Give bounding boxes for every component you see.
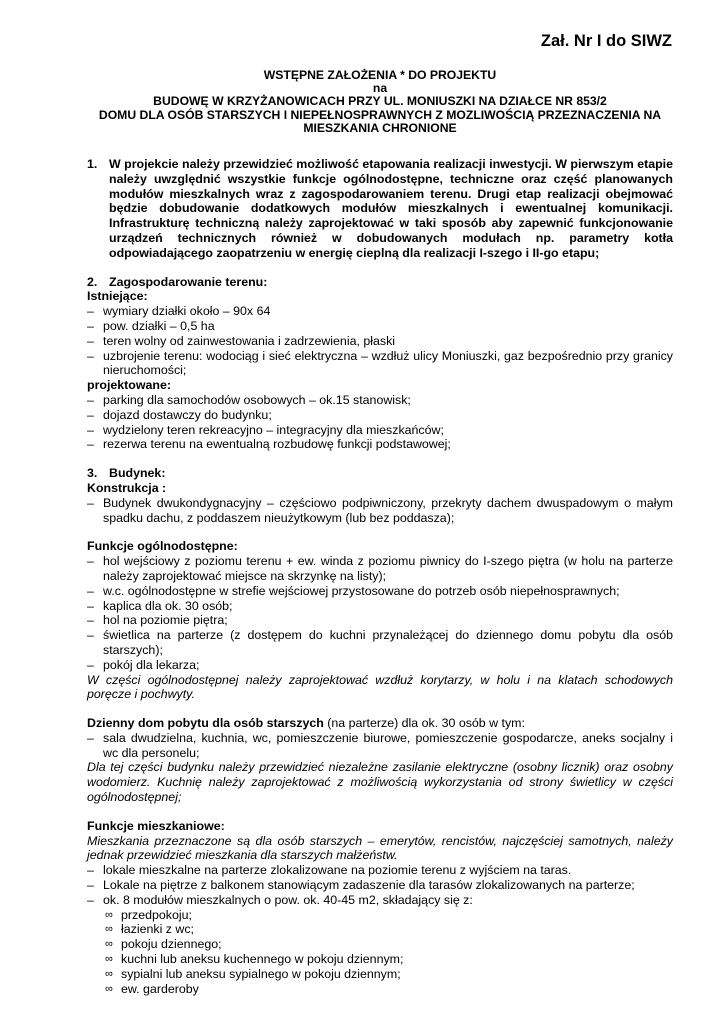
list-item: – rezerwa terenu na ewentualną rozbudowę funkcji podstawowej; — [87, 437, 673, 452]
daycare-heading — [87, 716, 673, 731]
planned-list — [87, 393, 673, 452]
list-item: – hol wejściowy z poziomu terenu + ew. winda z poziomu piwnicy do I-szego piętra (w holu na parterze należy zaprojektować miejsce na skrzynkę na listy); — [87, 554, 673, 584]
list-item: – hol na poziomie piętra; — [87, 613, 673, 628]
list-item: – Lokale na piętrze z balkonem stanowiącym zadaszenie dla tarasów zlokalizowanych na parterze; — [87, 878, 673, 893]
section-3-number: 3. — [87, 466, 98, 481]
list-item: – wydzielony teren rekreacyjno – integracyjny dla mieszkańców; — [87, 423, 673, 438]
daycare-label: Dzienny dom pobytu dla osób starszych — [87, 716, 324, 731]
public-functions-list — [87, 554, 673, 672]
list-item: – teren wolny od zainwestowania i zadrzewienia, płaski — [87, 334, 673, 349]
residential-note: Mieszkania przeznaczone są dla osób starszych – emerytów, rencistów, najczęściej samotnych, należy jednak przewidzieć mieszkania dla starszych małżeństw. — [87, 833, 673, 863]
daycare-list — [87, 731, 673, 761]
daycare-suffix: (na parterze) dla ok. 30 osób w tym: — [323, 716, 525, 731]
list-item: – ok. 8 modułów mieszkalnych o pow. ok. 40-45 m2, składający się z: — [87, 893, 673, 908]
list-item: ∞ sypialni lub aneksu sypialnego w pokoju dziennym; — [105, 967, 673, 982]
planned-label: projektowane: — [87, 378, 171, 393]
list-item: – dojazd dostawczy do budynku; — [87, 408, 673, 423]
header-line-1: WSTĘPNE ZAŁOŻENIA * DO PROJEKTU — [263, 68, 497, 82]
document-header — [87, 69, 673, 135]
section-2-title: Zagospodarowanie terenu: — [109, 274, 268, 289]
list-item: – wymiary działki około – 90x 64 — [87, 304, 673, 319]
list-item: ∞ łazienki z wc; — [105, 922, 673, 937]
public-functions-note: W części ogólnodostępnej należy zaprojektować wzdłuż korytarzy, w holu i na klatach schodowych poręcze i pochwyty. — [87, 672, 673, 702]
header-line-4: DOMU DLA OSÓB STARSZYCH I NIEPEŁNOSPRAWNYCH Z MOZLIWOŚCIĄ PRZEZNACZENIA NA — [98, 107, 662, 122]
section-3-title: Budynek: — [109, 466, 166, 481]
residential-label: Funkcje mieszkaniowe: — [87, 818, 225, 833]
list-item: ∞ pokoju dziennego; — [105, 937, 673, 952]
list-item: – sala dwudzielna, kuchnia, wc, pomieszczenie biurowe, pomieszczenie gospodarcze, aneks socjalny i wc dla personelu; — [87, 731, 673, 761]
daycare-note: Dla tej części budynku należy przewidzieć niezależne zasilanie elektryczne (osobny licznik) oraz osobny wodomierz. Kuchnię należy zaprojektować z możliwością wykorzystania od strony świetlicy w części ogólnodostępnej; — [87, 760, 673, 805]
construction-list — [87, 496, 673, 526]
public-functions-label: Funkcje ogólnodostępne: — [87, 539, 238, 554]
attachment-label: Zał. Nr I do SIWZ — [540, 32, 672, 50]
list-item: ∞ kuchni lub aneksu kuchennego w pokoju dziennym; — [105, 952, 673, 967]
list-item: – Budynek dwukondygnacyjny – częściowo podpiwniczony, przekryty dachem dwuspadowym o małym spadku dachu, z poddaszem nieużytkowym (lub bez poddasza); — [87, 496, 673, 526]
list-item: ∞ ew. garderoby — [105, 982, 673, 997]
module-items-list — [87, 908, 673, 997]
header-line-3: BUDOWĘ W KRZYŻANOWICACH PRZY UL. MONIUSZKI NA DZIAŁCE NR 853/2 — [153, 94, 607, 109]
section-2-number: 2. — [87, 274, 98, 289]
section-1-number: 1. — [87, 157, 98, 171]
list-item: – parking dla samochodów osobowych – ok.15 stanowisk; — [87, 393, 673, 408]
section-1 — [87, 157, 673, 261]
section-3-heading — [87, 466, 673, 481]
construction-label: Konstrukcja : — [87, 480, 167, 495]
existing-list — [87, 304, 673, 378]
existing-label: Istniejące: — [87, 289, 148, 304]
list-item: – świetlica na parterze (z dostępem do kuchni przynależącej do dziennego domu pobytu dla osób starszych); — [87, 628, 673, 658]
section-2-heading — [87, 275, 673, 290]
list-item: – uzbrojenie terenu: wodociąg i sieć elektryczna – wzdłuż ulicy Moniuszki, gaz bezpośrednio przy granicy nieruchomości; — [87, 349, 673, 379]
list-item: – pow. działki – 0,5 ha — [87, 319, 673, 334]
list-item: ∞ przedpokoju; — [105, 908, 673, 923]
list-item: – lokale mieszkalne na parterze zlokalizowane na poziomie terenu z wyjściem na taras. — [87, 863, 673, 878]
list-item: – pokój dla lekarza; — [87, 658, 673, 673]
list-item: – w.c. ogólnodostępne w strefie wejściowej przystosowane do potrzeb osób niepełnosprawnych; — [87, 584, 673, 599]
list-item: – kaplica dla ok. 30 osób; — [87, 599, 673, 614]
header-line-5: MIESZKANIA CHRONIONE — [303, 120, 457, 135]
section-1-text: W projekcie należy przewidzieć możliwość etapowania realizacji inwestycji. W pierwszym etapie należy uwzględnić wszystkie funkcje ogólnodostępne, techniczne oraz część planowanych modułów mieszkalnych wraz z zagospodarowaniem terenu. Drugi etap realizacji obejmować będzie dobudowanie dodatkowych modułów mieszkalnych i ewentualnej komunikacji. Infrastrukturę techniczną należy zaprojektować w taki sposób aby zapewnić funkcjonowanie urządzeń technicznych również w dobudowanych modułach np. parametry kotła odpowiadającego zaopatrzeniu w energię cieplną dla realizacji I-szego i II-go etapu; — [109, 157, 673, 260]
header-line-2: na — [372, 81, 388, 96]
residential-list — [87, 863, 673, 907]
document-body — [87, 157, 673, 996]
